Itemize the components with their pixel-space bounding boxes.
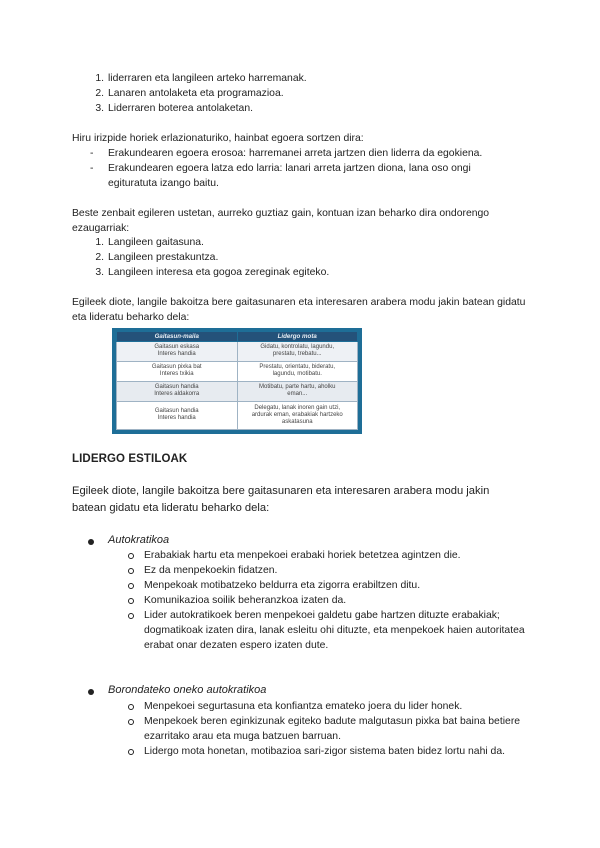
paragraph-other-authors: Beste zenbait egileren ustetan, aurreko guztiaz gain, kontuan izan beharko dira ondorengo ezaugarriak: [72, 208, 490, 234]
table-cell: Delegatu, lanak inoren gain utzi, ardurak eman, erabakiak hartzeko askatasuna [237, 401, 358, 429]
paragraph-criteria: Hiru irizpide horiek erlazionaturiko, hainbat egoera sortzen dira: [72, 133, 364, 144]
list-number: 1. [95, 73, 104, 84]
bullet-circle-icon [128, 749, 134, 755]
bullet-circle-icon [128, 568, 134, 574]
list-item: Langileen prestakuntza. [108, 252, 219, 263]
bullet-disc-icon [88, 539, 94, 545]
list-number: 3. [95, 267, 104, 278]
list-item: Menpekoak motibatzeko beldurra eta zigorra erabiltzen ditu. [144, 580, 421, 591]
list-number: 2. [95, 252, 104, 263]
list-item: Langileen interesa eta gogoa zereginak egiteko. [108, 267, 330, 278]
table-cell: Prestatu, orientatu, bideratu, lagundu, motibatu. [237, 361, 358, 381]
section-title: Borondateko oneko autokratikoa [108, 684, 267, 696]
list-item: Menpekoek beren eginkizunak egiteko badute malgutasun pixka bat baina betiere ezarritako arau eta muga batzuen barruan. [144, 716, 521, 742]
list-number: 3. [95, 103, 104, 114]
list-number: 1. [95, 237, 104, 248]
section-heading: LIDERGO ESTILOAK [72, 453, 188, 465]
list-item: Menpekoei segurtasuna eta konfiantza emateko joera du lider honek. [144, 701, 463, 712]
table-header-leadership: Lidergo mota [237, 332, 358, 342]
bullet-circle-icon [128, 553, 134, 559]
table-cell: Gaitasun eskasa Interes handia [117, 342, 238, 362]
list-item: Erabakiak hartu eta menpekoei erabaki horiek betetzea agintzen die. [144, 550, 461, 561]
bullet-circle-icon [128, 719, 134, 725]
table-cell: Gidatu, kontrolatu, lagundu, prestatu, trebatu... [237, 342, 358, 362]
list-item: Langileen gaitasuna. [108, 237, 204, 248]
table-cell: Gaitasun pixka bat Interes txikia [117, 361, 238, 381]
list-item: Komunikazioa soilik beheranzkoa izaten da. [144, 595, 347, 606]
list-item: Lanaren antolaketa eta programazioa. [108, 88, 284, 99]
list-item: Erakundearen egoera latza edo larria: lanari arreta jartzen diona, lana oso ongi egituratuta izango baitu. [108, 163, 471, 189]
list-item: Liderraren boterea antolaketan. [108, 103, 253, 114]
dash-marker: - [90, 148, 94, 159]
section-title: Autokratikoa [108, 534, 170, 546]
list-number: 2. [95, 88, 104, 99]
table-cell: Gaitasun handia Interes handia [117, 401, 238, 429]
table-row [117, 342, 358, 362]
dash-marker: - [90, 163, 94, 174]
bullet-disc-icon [88, 689, 94, 695]
leadership-table-image [112, 328, 362, 434]
list-item: Erakundearen egoera erosoa: harremanei arreta jartzen dien liderra da egokiena. [108, 148, 483, 159]
bullet-circle-icon [128, 583, 134, 589]
table-row [117, 361, 358, 381]
leadership-table [116, 331, 358, 430]
table-row [117, 401, 358, 429]
list-item: Lider autokratikoek beren menpekoei galdetu gabe hartzen dituzte erabakiak; dogmatikoak izaten dira, lanak esleitu ohi dituzte, eta menpekoek haien autoritatea erabat onar dezaten espero izaten dute. [144, 610, 525, 651]
table-row [117, 381, 358, 401]
list-item: Lidergo mota honetan, motibazioa sari-zigor sistema baten bidez lortu nahi da. [144, 746, 505, 757]
bullet-circle-icon [128, 613, 134, 619]
table-cell: Gaitasun handia Interes aldakorra [117, 381, 238, 401]
paragraph-authors-say: Egileek diote, langile bakoitza bere gaitasunaren eta interesaren arabera modu jakin batean gidatu eta lideratu beharko dela: [72, 297, 526, 323]
table-cell: Motibatu, parte hartu, aholku eman... [237, 381, 358, 401]
list-item: Ez da menpekoekin fidatzen. [144, 565, 278, 576]
bullet-circle-icon [128, 704, 134, 710]
table-header-capability: Gaitasun-maila [117, 332, 238, 342]
paragraph-intro-styles: Egileek diote, langile bakoitza bere gaitasunaren eta interesaren arabera modu jakin batean gidatu eta lideratu beharko dela: [72, 485, 490, 514]
list-item: liderraren eta langileen arteko harremanak. [108, 73, 307, 84]
bullet-circle-icon [128, 598, 134, 604]
